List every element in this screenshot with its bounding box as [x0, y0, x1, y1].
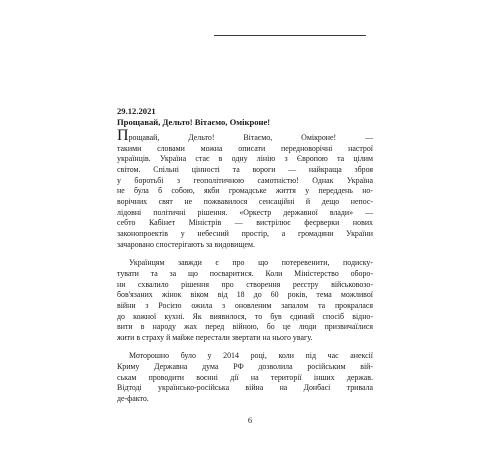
- paragraph-line: Українцям завжди є про що потеревенити, подиску-: [129, 258, 373, 268]
- paragraph-1-line-1: [117, 127, 373, 144]
- paragraph-line: українців. Україна стає в одну лінію з Європою та цілим: [117, 154, 373, 164]
- paragraph-line: ськам проводити воєнні дії на території інших держав.: [117, 372, 373, 382]
- paragraph-line: такими словами можна описати передноворічні настрої: [117, 143, 373, 153]
- page-number: 6: [247, 415, 253, 425]
- paragraph-line: де-факто.: [117, 394, 149, 404]
- page-content: [117, 106, 373, 405]
- paragraph-gap: [117, 250, 373, 258]
- paragraph-line: лідовні політичні рішення. «Оркестр державної влади» —: [117, 207, 373, 217]
- paragraph-line: світом. Спільні цінності та вороги — найкраща зброя: [117, 164, 373, 174]
- paragraph-line: рощавай, Дельто! Вітаємо, Омікроне! —: [128, 133, 373, 142]
- paragraph-1: [117, 127, 373, 250]
- drop-cap: П: [117, 127, 129, 144]
- paragraph-line: не була б собою, якби громадське життя у переддень но-: [117, 186, 373, 196]
- paragraph-line: Криму Державна дума РФ дозволила російським вій-: [117, 362, 373, 372]
- paragraph-line: війни з Росією ожила з оновленим запалом та прокралася: [117, 300, 373, 310]
- paragraph-line: у боротьбі з геополітичною самотністю! Однак Україна: [117, 175, 373, 185]
- entry-date: 29.12.2021: [117, 106, 156, 116]
- paragraph-line: себто Кабінет Міністрів — вистрілює феєрверки нових: [117, 218, 373, 228]
- paragraph-line: ворічних свят не пожвавилося сенсаційні й дещо непос-: [117, 196, 373, 206]
- paragraph-line: зачаровано спостерігають за видовищем.: [117, 239, 255, 249]
- paragraph-line: бов'язаних жінок віком від 18 до 60 років, тема можливої: [117, 290, 373, 300]
- header-rule: [214, 35, 366, 36]
- paragraph-gap: [117, 343, 373, 351]
- paragraph-line: Моторошно було у 2014 році, коли під час анексії: [129, 351, 373, 361]
- paragraph-line: вити в народу жах перед війною, бо це люди призвичаїлися: [117, 322, 373, 332]
- paragraph-line: до кожної кухні. Як виявилося, то був єдиний спосіб відно-: [117, 311, 373, 321]
- paragraph-line: тувати та за що посваритися. Коли Міністерство оборо-: [117, 268, 373, 278]
- paragraph-2: [117, 258, 373, 343]
- paragraph-line: жити в страху й майже перестали звертати на нього увагу.: [117, 332, 313, 342]
- paragraph-line: ни схвалило рішення про створення реєстру військовозо-: [117, 279, 373, 289]
- entry-heading: Прощавай, Дельто! Вітаємо, Омікроне!: [117, 117, 271, 127]
- paragraph-line: Відтоді українсько-російська війна на Донбасі тривала: [117, 383, 373, 393]
- paragraph-3: [117, 351, 373, 404]
- paragraph-line: законопроектів у небесний простір, а громадяни України: [117, 228, 373, 238]
